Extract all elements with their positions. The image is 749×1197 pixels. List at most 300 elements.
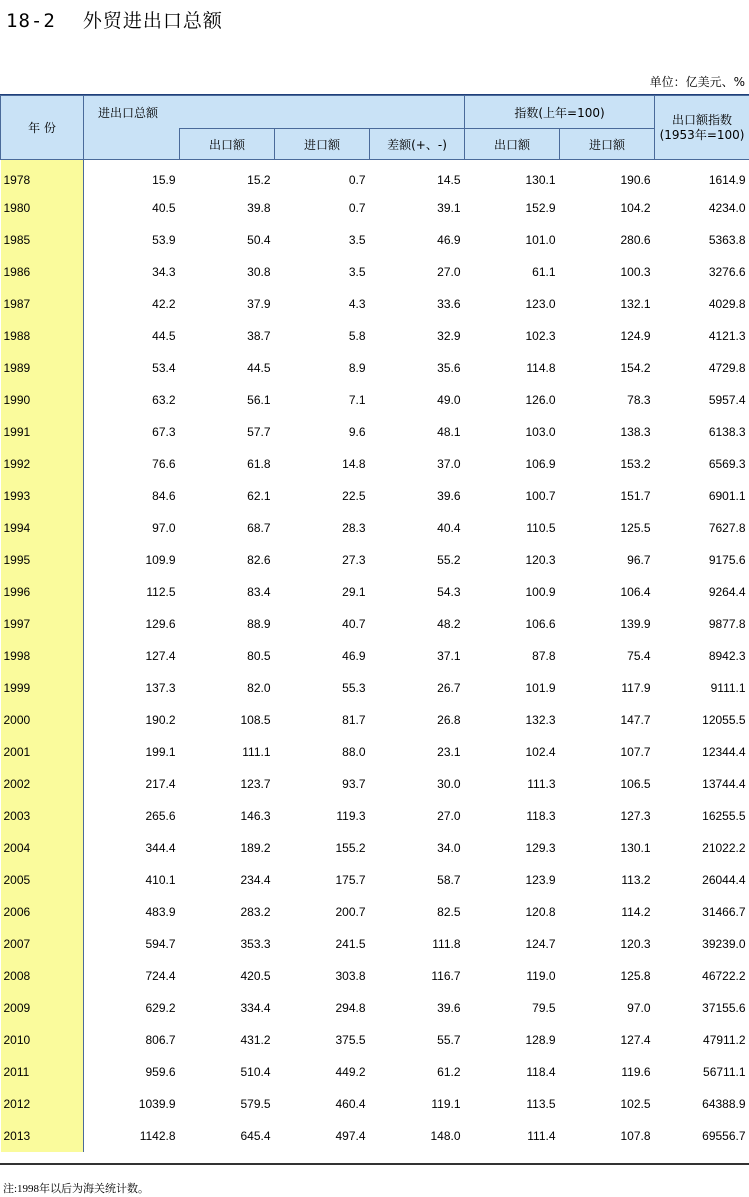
cell-export: 82.0	[247, 681, 271, 695]
cell-import: 46.9	[342, 649, 366, 663]
cell-balance: 148.0	[430, 1129, 461, 1143]
cell-balance: 61.2	[437, 1065, 461, 1079]
cell-idx-imp: 119.6	[621, 1065, 651, 1079]
cell-idx-imp: 102.5	[620, 1097, 651, 1111]
cell-year: 1980	[1, 192, 84, 224]
table-row	[1, 480, 749, 512]
cell-exp-idx: 21022.2	[702, 841, 746, 855]
table-row	[1, 512, 749, 544]
table-row	[1, 544, 749, 576]
cell-total: 137.3	[145, 681, 176, 695]
cell-idx-imp: 113.2	[621, 873, 651, 887]
cell-total: 724.4	[145, 969, 176, 983]
cell-export: 146.3	[240, 809, 271, 823]
cell-exp-idx: 6569.3	[708, 457, 746, 471]
cell-import: 0.7	[348, 173, 366, 187]
cell-idx-imp: 78.3	[627, 393, 651, 407]
cell-exp-idx: 9264.4	[708, 585, 746, 599]
cell-import: 119.3	[336, 809, 366, 823]
cell-export: 37.9	[247, 297, 271, 311]
cell-idx-imp: 151.7	[620, 489, 651, 503]
cell-export: 353.3	[240, 937, 271, 951]
cell-total: 1039.9	[138, 1097, 176, 1111]
cell-exp-idx: 4121.3	[708, 329, 746, 343]
cell-year: 2009	[1, 992, 84, 1024]
cell-idx-imp: 75.4	[627, 649, 651, 663]
cell-idx-imp: 139.9	[620, 617, 651, 631]
cell-export: 30.8	[247, 265, 271, 279]
cell-export: 111.1	[242, 745, 271, 759]
cell-exp-idx: 31466.7	[702, 905, 746, 919]
cell-import: 81.7	[342, 713, 366, 727]
cell-exp-idx: 12055.5	[702, 713, 746, 727]
cell-import: 0.7	[348, 201, 366, 215]
cell-year: 1994	[1, 512, 84, 544]
table-row	[1, 416, 749, 448]
table-row	[1, 640, 749, 672]
cell-balance: 35.6	[437, 361, 461, 375]
cell-export: 88.9	[247, 617, 271, 631]
cell-exp-idx: 69556.7	[702, 1129, 746, 1143]
cell-idx-imp: 106.4	[620, 585, 651, 599]
cell-exp-idx: 64388.9	[702, 1097, 746, 1111]
cell-year: 2000	[1, 704, 84, 736]
table-row	[1, 864, 749, 896]
cell-exp-idx: 47911.2	[703, 1033, 746, 1047]
bottom-rule	[0, 1163, 749, 1165]
cell-import: 4.3	[348, 297, 366, 311]
cell-export: 38.7	[247, 329, 271, 343]
table-number: 18-2	[6, 10, 56, 32]
table-row	[1, 320, 749, 352]
header-import: 进口额	[275, 129, 370, 160]
cell-balance: 32.9	[437, 329, 461, 343]
cell-idx-exp: 130.1	[525, 173, 556, 187]
table-row	[1, 1088, 749, 1120]
cell-balance: 55.7	[437, 1033, 461, 1047]
cell-exp-idx: 16255.5	[702, 809, 746, 823]
cell-total: 265.6	[145, 809, 176, 823]
cell-idx-imp: 97.0	[627, 1001, 651, 1015]
cell-export: 57.7	[247, 425, 271, 439]
cell-year: 2003	[1, 800, 84, 832]
cell-import: 3.5	[348, 233, 366, 247]
cell-year: 1995	[1, 544, 84, 576]
cell-import: 175.7	[335, 873, 366, 887]
table-row	[1, 992, 749, 1024]
table-row	[1, 832, 749, 864]
cell-balance: 26.7	[437, 681, 461, 695]
cell-idx-exp: 110.5	[526, 521, 556, 535]
cell-balance: 26.8	[437, 713, 461, 727]
cell-balance: 39.1	[437, 201, 461, 215]
table-row	[1, 192, 749, 224]
cell-import: 14.8	[342, 457, 366, 471]
cell-idx-exp: 111.3	[527, 777, 556, 791]
cell-balance: 55.2	[437, 553, 461, 567]
cell-idx-exp: 61.1	[532, 265, 556, 279]
cell-year: 1993	[1, 480, 84, 512]
table-row	[1, 704, 749, 736]
cell-idx-imp: 154.2	[620, 361, 651, 375]
cell-export: 108.5	[240, 713, 271, 727]
cell-idx-exp: 152.9	[525, 201, 556, 215]
cell-import: 88.0	[342, 745, 366, 759]
cell-idx-imp: 104.2	[620, 201, 651, 215]
table-row	[1, 256, 749, 288]
cell-year: 1987	[1, 288, 84, 320]
cell-import: 7.1	[348, 393, 366, 407]
cell-total: 63.2	[152, 393, 176, 407]
cell-idx-imp: 130.1	[620, 841, 651, 855]
cell-balance: 23.1	[437, 745, 461, 759]
cell-idx-exp: 126.0	[525, 393, 556, 407]
cell-export: 283.2	[240, 905, 271, 919]
cell-idx-exp: 118.4	[526, 1065, 556, 1079]
cell-year: 1998	[1, 640, 84, 672]
cell-year: 2008	[1, 960, 84, 992]
cell-year: 1988	[1, 320, 84, 352]
cell-import: 497.4	[335, 1129, 366, 1143]
cell-total: 53.9	[152, 233, 176, 247]
cell-exp-idx: 9877.8	[708, 617, 746, 631]
cell-idx-imp: 127.4	[620, 1033, 651, 1047]
cell-idx-exp: 101.9	[525, 681, 556, 695]
header-export-index-line1: 出口额指数	[672, 112, 733, 127]
cell-export: 645.4	[240, 1129, 271, 1143]
table-row	[1, 960, 749, 992]
cell-year: 2011	[1, 1056, 84, 1088]
table-row	[1, 672, 749, 704]
cell-total: 42.2	[152, 297, 176, 311]
cell-exp-idx: 4234.0	[708, 201, 746, 215]
cell-idx-imp: 96.7	[627, 553, 651, 567]
table-row	[1, 768, 749, 800]
header-index-import: 进口额	[560, 129, 655, 160]
cell-idx-imp: 190.6	[620, 173, 651, 187]
cell-year: 2001	[1, 736, 84, 768]
cell-year: 2006	[1, 896, 84, 928]
cell-year: 1989	[1, 352, 84, 384]
cell-exp-idx: 9175.6	[708, 553, 746, 567]
table-row	[1, 160, 749, 193]
cell-exp-idx: 6901.1	[708, 489, 746, 503]
cell-idx-exp: 128.9	[525, 1033, 556, 1047]
cell-total: 127.4	[145, 649, 176, 663]
cell-export: 56.1	[247, 393, 271, 407]
cell-exp-idx: 8942.3	[708, 649, 746, 663]
table-row	[1, 288, 749, 320]
cell-year: 1978	[1, 160, 84, 193]
table-row	[1, 448, 749, 480]
table-row	[1, 736, 749, 768]
cell-import: 40.7	[342, 617, 366, 631]
cell-total: 76.6	[152, 457, 176, 471]
cell-idx-exp: 102.4	[525, 745, 556, 759]
cell-exp-idx: 9111.1	[710, 681, 746, 695]
cell-total: 806.7	[145, 1033, 176, 1047]
cell-balance: 58.7	[437, 873, 461, 887]
cell-import: 155.2	[335, 841, 366, 855]
cell-idx-exp: 113.5	[526, 1097, 556, 1111]
cell-export: 234.4	[240, 873, 271, 887]
cell-idx-exp: 106.6	[525, 617, 556, 631]
cell-balance: 27.0	[437, 265, 461, 279]
cell-year: 2002	[1, 768, 84, 800]
cell-import: 460.4	[335, 1097, 366, 1111]
header-total-spacer	[84, 129, 180, 160]
cell-total: 34.3	[152, 265, 176, 279]
cell-year: 1986	[1, 256, 84, 288]
cell-idx-exp: 132.3	[525, 713, 556, 727]
cell-exp-idx: 5957.4	[708, 393, 746, 407]
cell-idx-imp: 280.6	[620, 233, 651, 247]
cell-import: 449.2	[335, 1065, 366, 1079]
table-row	[1, 608, 749, 640]
cell-balance: 119.1	[431, 1097, 461, 1111]
cell-export: 15.2	[247, 173, 271, 187]
cell-idx-exp: 100.9	[525, 585, 556, 599]
cell-idx-exp: 124.7	[525, 937, 556, 951]
cell-export: 420.5	[240, 969, 271, 983]
cell-import: 200.7	[335, 905, 366, 919]
table-body	[1, 160, 749, 1153]
cell-import: 3.5	[348, 265, 366, 279]
cell-idx-imp: 107.8	[620, 1129, 651, 1143]
cell-total: 594.7	[145, 937, 176, 951]
cell-export: 82.6	[247, 553, 271, 567]
cell-idx-exp: 118.3	[526, 809, 556, 823]
cell-year: 2010	[1, 1024, 84, 1056]
cell-idx-exp: 123.0	[525, 297, 556, 311]
cell-exp-idx: 39239.0	[702, 937, 746, 951]
cell-balance: 48.2	[437, 617, 461, 631]
cell-total: 67.3	[152, 425, 176, 439]
table-row	[1, 928, 749, 960]
cell-export: 68.7	[247, 521, 271, 535]
cell-year: 2004	[1, 832, 84, 864]
table-row	[1, 1056, 749, 1088]
cell-import: 241.5	[335, 937, 366, 951]
cell-exp-idx: 3276.6	[708, 265, 746, 279]
cell-balance: 49.0	[437, 393, 461, 407]
cell-balance: 40.4	[437, 521, 461, 535]
cell-year: 1999	[1, 672, 84, 704]
cell-year: 1997	[1, 608, 84, 640]
cell-export: 189.2	[240, 841, 271, 855]
cell-idx-exp: 79.5	[532, 1001, 556, 1015]
cell-balance: 34.0	[437, 841, 461, 855]
cell-import: 29.1	[342, 585, 366, 599]
cell-exp-idx: 56711.1	[703, 1065, 746, 1079]
cell-balance: 39.6	[437, 489, 461, 503]
header-index-group: 指数(上年=100)	[465, 96, 655, 129]
cell-idx-imp: 106.5	[620, 777, 651, 791]
cell-year: 2007	[1, 928, 84, 960]
cell-export: 123.7	[240, 777, 271, 791]
cell-total: 44.5	[152, 329, 176, 343]
cell-exp-idx: 13744.4	[702, 777, 746, 791]
cell-idx-imp: 138.3	[620, 425, 651, 439]
cell-total: 629.2	[145, 1001, 176, 1015]
cell-idx-imp: 125.8	[620, 969, 651, 983]
cell-idx-imp: 120.3	[620, 937, 651, 951]
cell-exp-idx: 26044.4	[702, 873, 746, 887]
cell-balance: 54.3	[437, 585, 461, 599]
cell-total: 1142.8	[139, 1129, 176, 1143]
table-row	[1, 1120, 749, 1152]
cell-import: 27.3	[342, 553, 366, 567]
trade-table	[0, 95, 749, 1152]
cell-total: 483.9	[145, 905, 176, 919]
cell-idx-exp: 123.9	[525, 873, 556, 887]
cell-year: 2013	[1, 1120, 84, 1152]
cell-idx-exp: 102.3	[525, 329, 556, 343]
cell-balance: 46.9	[437, 233, 461, 247]
cell-export: 50.4	[247, 233, 271, 247]
cell-total: 97.0	[152, 521, 176, 535]
cell-balance: 37.1	[437, 649, 461, 663]
page-title	[6, 6, 223, 33]
cell-total: 112.5	[146, 585, 176, 599]
cell-total: 40.5	[152, 201, 176, 215]
table-row	[1, 352, 749, 384]
cell-export: 431.2	[240, 1033, 271, 1047]
header-year: 年 份	[1, 96, 84, 160]
cell-idx-imp: 107.7	[620, 745, 651, 759]
cell-total: 84.6	[152, 489, 176, 503]
header-total	[84, 96, 465, 129]
cell-exp-idx: 1614.9	[708, 173, 746, 187]
cell-import: 375.5	[335, 1033, 366, 1047]
cell-balance: 27.0	[437, 809, 461, 823]
cell-export: 83.4	[247, 585, 271, 599]
cell-total: 109.9	[145, 553, 176, 567]
cell-balance: 30.0	[437, 777, 461, 791]
cell-year: 2005	[1, 864, 84, 896]
cell-export: 579.5	[240, 1097, 271, 1111]
cell-export: 44.5	[247, 361, 271, 375]
unit-label: 单位：亿美元、%	[649, 75, 745, 89]
cell-idx-imp: 125.5	[620, 521, 651, 535]
cell-import: 303.8	[335, 969, 366, 983]
cell-balance: 48.1	[437, 425, 461, 439]
table-row	[1, 224, 749, 256]
cell-idx-imp: 153.2	[620, 457, 651, 471]
cell-idx-imp: 100.3	[620, 265, 651, 279]
cell-export: 61.8	[247, 457, 271, 471]
cell-idx-exp: 106.9	[525, 457, 556, 471]
cell-import: 5.8	[348, 329, 366, 343]
cell-idx-imp: 147.7	[620, 713, 651, 727]
cell-import: 55.3	[342, 681, 366, 695]
cell-idx-exp: 114.8	[526, 361, 556, 375]
cell-exp-idx: 4029.8	[708, 297, 746, 311]
cell-year: 1991	[1, 416, 84, 448]
table-row	[1, 896, 749, 928]
cell-idx-imp: 127.3	[620, 809, 651, 823]
cell-idx-imp: 114.2	[621, 905, 651, 919]
cell-import: 294.8	[335, 1001, 366, 1015]
cell-balance: 33.6	[437, 297, 461, 311]
cell-import: 9.6	[348, 425, 366, 439]
cell-import: 28.3	[342, 521, 366, 535]
cell-exp-idx: 37155.6	[702, 1001, 746, 1015]
cell-idx-imp: 124.9	[620, 329, 651, 343]
cell-total: 199.1	[145, 745, 176, 759]
cell-year: 1992	[1, 448, 84, 480]
cell-balance: 39.6	[437, 1001, 461, 1015]
cell-idx-exp: 101.0	[525, 233, 556, 247]
header-index-export: 出口额	[465, 129, 560, 160]
cell-import: 22.5	[342, 489, 366, 503]
header-balance: 差额(+、-)	[370, 129, 465, 160]
cell-balance: 14.5	[437, 173, 461, 187]
cell-balance: 82.5	[437, 905, 461, 919]
cell-export: 62.1	[247, 489, 271, 503]
cell-import: 8.9	[348, 361, 366, 375]
header-total-label: 进出口总额	[98, 105, 159, 120]
cell-exp-idx: 4729.8	[708, 361, 746, 375]
table-row	[1, 800, 749, 832]
cell-idx-imp: 117.9	[621, 681, 651, 695]
cell-balance: 37.0	[437, 457, 461, 471]
cell-exp-idx: 5363.8	[708, 233, 746, 247]
header-export-index	[655, 96, 749, 160]
table-row	[1, 384, 749, 416]
table-row	[1, 576, 749, 608]
cell-import: 93.7	[342, 777, 366, 791]
cell-balance: 116.7	[431, 969, 461, 983]
table-row	[1, 1024, 749, 1056]
cell-idx-exp: 111.4	[527, 1129, 556, 1143]
cell-year: 2012	[1, 1088, 84, 1120]
cell-idx-imp: 132.1	[620, 297, 651, 311]
cell-total: 190.2	[145, 713, 176, 727]
cell-year: 1985	[1, 224, 84, 256]
header-export: 出口额	[180, 129, 275, 160]
cell-idx-exp: 119.0	[526, 969, 556, 983]
footnote: 注:1998年以后为海关统计数。	[3, 1183, 150, 1195]
cell-idx-exp: 100.7	[525, 489, 556, 503]
cell-total: 344.4	[145, 841, 176, 855]
cell-idx-exp: 87.8	[532, 649, 556, 663]
cell-total: 129.6	[145, 617, 176, 631]
header-export-index-line2: (1953年=100)	[659, 127, 745, 142]
cell-export: 510.4	[240, 1065, 271, 1079]
cell-idx-exp: 129.3	[525, 841, 556, 855]
cell-year: 1996	[1, 576, 84, 608]
cell-total: 410.1	[145, 873, 176, 887]
cell-idx-exp: 103.0	[525, 425, 556, 439]
cell-total: 217.4	[145, 777, 176, 791]
cell-exp-idx: 6138.3	[708, 425, 746, 439]
cell-exp-idx: 7627.8	[708, 521, 746, 535]
cell-year: 1990	[1, 384, 84, 416]
cell-total: 53.4	[152, 361, 176, 375]
cell-export: 334.4	[240, 1001, 271, 1015]
cell-total: 15.9	[152, 173, 176, 187]
table-title: 外贸进出口总额	[82, 10, 223, 32]
cell-idx-exp: 120.3	[525, 553, 556, 567]
cell-exp-idx: 46722.2	[702, 969, 746, 983]
cell-export: 80.5	[247, 649, 271, 663]
cell-export: 39.8	[247, 201, 271, 215]
cell-exp-idx: 12344.4	[702, 745, 746, 759]
cell-idx-exp: 120.8	[525, 905, 556, 919]
cell-balance: 111.8	[432, 937, 461, 951]
cell-total: 959.6	[145, 1065, 176, 1079]
